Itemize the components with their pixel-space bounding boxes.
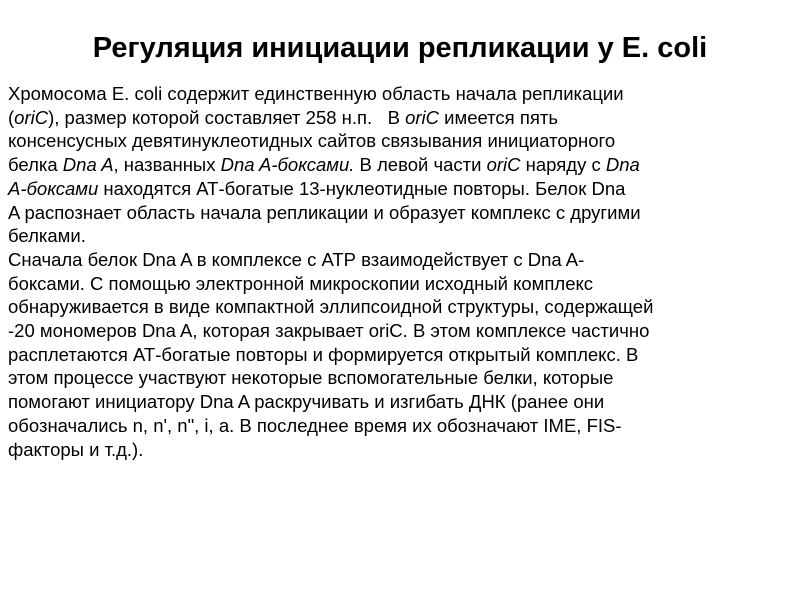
- text-run: A распознает область начала репликации и образует комплекс с другими: [8, 201, 641, 223]
- italic-term: oriC: [486, 154, 521, 176]
- body-line: [8, 177, 796, 201]
- text-run: находятся АТ-богатые 13-нуклеотидные повторы. Белок Dna: [98, 177, 626, 199]
- body-line: [8, 82, 796, 106]
- body-line: [8, 129, 796, 153]
- text-run: обнаруживается в виде компактной эллипсоидной структуры, содержащей: [8, 296, 654, 318]
- italic-term: oriC: [14, 106, 49, 128]
- body-line: [8, 390, 796, 414]
- text-run: -20 мономеров Dna A, которая закрывает oriC. В этом комплексе частично: [8, 320, 650, 342]
- text-run: расплетаются АТ-богатые повторы и формируется открытый комплекс. В: [8, 343, 639, 365]
- body-line: [8, 106, 796, 130]
- body-line: [8, 366, 796, 390]
- italic-term: A-боксами: [8, 177, 99, 199]
- text-run: консенсусных девятинуклеотидных сайтов связывания инициаторного: [8, 130, 616, 152]
- text-run: ), размер которой составляет 258 н.п. В: [48, 106, 406, 128]
- body-line: [8, 343, 796, 367]
- italic-term: Dna A: [62, 154, 114, 176]
- text-run: белками.: [8, 225, 86, 247]
- text-run: белка: [8, 154, 63, 176]
- body-line: [8, 224, 796, 248]
- slide-title: Регуляция инициации репликации у E. coli: [92, 32, 708, 64]
- text-run: В левой части: [354, 154, 487, 176]
- italic-term: Dna: [605, 154, 640, 176]
- body-line: [8, 248, 796, 272]
- text-run: , названных: [113, 154, 221, 176]
- slide-body-text: [8, 82, 796, 461]
- text-run: Хромосома E. coli содержит единственную область начала репликации: [8, 83, 624, 104]
- body-line: [8, 319, 796, 343]
- text-run: боксами. С помощью электронной микроскопии исходный комплекс: [8, 272, 594, 294]
- body-line: [8, 295, 796, 319]
- body-line: [8, 201, 796, 225]
- text-run: обозначались n, n', n", i, a. В последнее время их обозначают IME, FIS-: [8, 414, 622, 436]
- text-run: факторы и т.д.).: [8, 438, 144, 460]
- text-run: Сначала белок Dna A в комплексе с АТР взаимодействует с Dna A-: [8, 248, 585, 270]
- text-run: (: [8, 106, 15, 128]
- body-line: [8, 272, 796, 296]
- text-run: наряду с: [520, 154, 606, 176]
- italic-term: Dna A-боксами.: [220, 154, 355, 176]
- text-run: помогают инициатору Dna A раскручивать и изгибать ДНК (ранее они: [8, 391, 605, 413]
- body-line: [8, 153, 796, 177]
- body-line: [8, 414, 796, 438]
- italic-term: oriC: [405, 106, 440, 128]
- text-run: этом процессе участвуют некоторые вспомогательные белки, которые: [8, 367, 614, 389]
- text-run: имеется пять: [439, 106, 558, 128]
- body-line: [8, 438, 796, 462]
